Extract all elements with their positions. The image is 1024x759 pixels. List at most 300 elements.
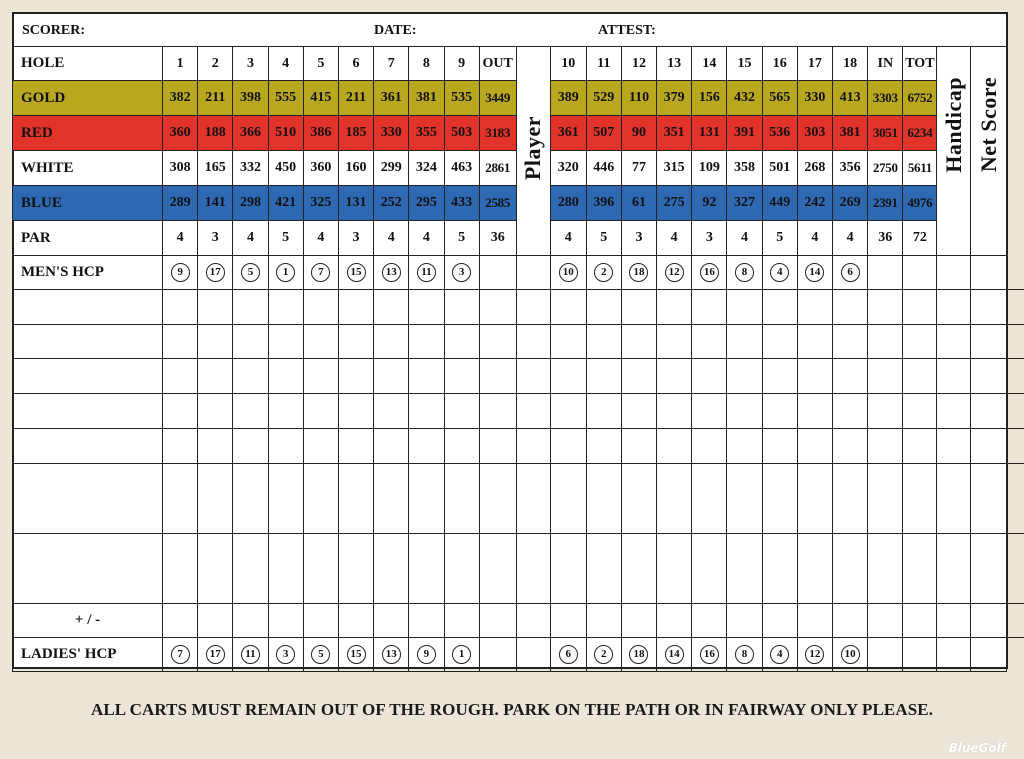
tee-name: WHITE: [13, 151, 163, 186]
score-cell[interactable]: [971, 604, 1007, 638]
player-name-cell[interactable]: [13, 534, 163, 604]
score-cell[interactable]: [937, 464, 971, 534]
score-cell[interactable]: [833, 325, 868, 359]
score-cell[interactable]: [971, 464, 1007, 534]
score-cell[interactable]: [833, 359, 868, 394]
score-cell[interactable]: [516, 534, 550, 604]
score-cell[interactable]: [479, 290, 516, 325]
score-cell[interactable]: [797, 290, 832, 325]
score-cell[interactable]: [374, 325, 409, 359]
score-cell[interactable]: [1007, 290, 1024, 325]
score-cell[interactable]: [903, 290, 937, 325]
yardage-cell: 413: [833, 81, 868, 116]
score-cell[interactable]: [657, 359, 692, 394]
yardage-cell: 360: [163, 116, 198, 151]
score-cell[interactable]: [516, 464, 550, 534]
par-total: 72: [903, 221, 937, 256]
score-cell[interactable]: [479, 464, 516, 534]
score-cell[interactable]: [657, 534, 692, 604]
hole-number: 18: [833, 47, 868, 81]
score-cell[interactable]: [657, 604, 692, 638]
score-cell[interactable]: [374, 604, 409, 638]
par-out: 36: [479, 221, 516, 256]
score-cell[interactable]: [233, 359, 268, 394]
score-cell[interactable]: [444, 359, 479, 394]
score-cell[interactable]: [374, 429, 409, 464]
score-cell[interactable]: [479, 604, 516, 638]
total-yardage: 6752: [903, 81, 937, 116]
score-cell[interactable]: [444, 394, 479, 429]
score-cell[interactable]: [621, 604, 656, 638]
player-name-cell[interactable]: [13, 290, 163, 325]
score-cell[interactable]: [444, 325, 479, 359]
player-name-cell[interactable]: [13, 394, 163, 429]
score-cell[interactable]: [937, 359, 971, 394]
score-cell[interactable]: [409, 429, 444, 464]
yardage-cell: 320: [550, 151, 586, 186]
score-cell[interactable]: [657, 325, 692, 359]
hcp-circle: 11: [241, 645, 260, 664]
hole-number: 16: [762, 47, 797, 81]
score-cell[interactable]: [338, 464, 373, 534]
score-cell[interactable]: [550, 359, 586, 394]
hcp-circle: 10: [559, 263, 578, 282]
score-cell[interactable]: [303, 359, 338, 394]
score-cell[interactable]: [657, 464, 692, 534]
score-cell[interactable]: [233, 604, 268, 638]
player-cell[interactable]: [516, 256, 550, 290]
score-cell[interactable]: [303, 290, 338, 325]
score-cell[interactable]: [937, 290, 971, 325]
score-cell[interactable]: [727, 534, 762, 604]
score-cell[interactable]: [937, 604, 971, 638]
hcp-circle: 9: [417, 645, 436, 664]
par-cell: 4: [409, 221, 444, 256]
hcp-circle: 4: [770, 263, 789, 282]
score-cell[interactable]: [657, 290, 692, 325]
score-cell[interactable]: [621, 359, 656, 394]
score-cell[interactable]: [586, 464, 621, 534]
score-cell[interactable]: [163, 534, 198, 604]
score-cell[interactable]: [550, 464, 586, 534]
hcp-cell: [797, 256, 832, 290]
hcp-circle: 9: [171, 263, 190, 282]
score-cell[interactable]: [937, 394, 971, 429]
player-name-cell[interactable]: [13, 325, 163, 359]
score-cell[interactable]: [621, 394, 656, 429]
par-cell: 4: [303, 221, 338, 256]
score-cell[interactable]: [586, 359, 621, 394]
player-label: Player: [520, 116, 546, 181]
yardage-cell: 565: [762, 81, 797, 116]
score-cell[interactable]: [903, 429, 937, 464]
score-cell[interactable]: [621, 534, 656, 604]
score-cell[interactable]: [338, 290, 373, 325]
score-cell[interactable]: [762, 290, 797, 325]
score-cell[interactable]: [903, 604, 937, 638]
score-cell[interactable]: [833, 464, 868, 534]
hcp-circle: 12: [665, 263, 684, 282]
tot-label: TOT: [903, 47, 937, 81]
score-cell[interactable]: [727, 359, 762, 394]
score-cell[interactable]: [797, 534, 832, 604]
score-cell[interactable]: [374, 290, 409, 325]
score-cell[interactable]: [621, 290, 656, 325]
score-cell[interactable]: [338, 604, 373, 638]
yardage-cell: 275: [657, 186, 692, 221]
score-cell[interactable]: [550, 325, 586, 359]
score-cell[interactable]: [833, 534, 868, 604]
score-cell[interactable]: [409, 534, 444, 604]
score-cell[interactable]: [198, 359, 233, 394]
score-cell[interactable]: [233, 394, 268, 429]
score-cell[interactable]: [479, 429, 516, 464]
score-cell[interactable]: [479, 394, 516, 429]
score-cell[interactable]: [1007, 604, 1024, 638]
hcp-cell: [233, 638, 268, 672]
score-cell[interactable]: [163, 394, 198, 429]
yardage-cell: 327: [727, 186, 762, 221]
score-cell[interactable]: [971, 359, 1007, 394]
score-cell[interactable]: [516, 325, 550, 359]
score-cell[interactable]: [586, 429, 621, 464]
yardage-cell: 450: [268, 151, 303, 186]
score-cell[interactable]: [233, 325, 268, 359]
in-label: IN: [868, 47, 903, 81]
score-cell[interactable]: [868, 429, 903, 464]
score-cell[interactable]: [233, 464, 268, 534]
score-cell[interactable]: [868, 394, 903, 429]
score-cell[interactable]: [727, 290, 762, 325]
score-cell[interactable]: [268, 604, 303, 638]
score-cell[interactable]: [374, 359, 409, 394]
score-cell[interactable]: [762, 325, 797, 359]
score-cell[interactable]: [762, 604, 797, 638]
score-cell[interactable]: [621, 325, 656, 359]
score-cell[interactable]: [303, 534, 338, 604]
hcp-cell: [233, 256, 268, 290]
score-cell[interactable]: [657, 429, 692, 464]
score-cell[interactable]: [1007, 429, 1024, 464]
player-name-cell[interactable]: [13, 464, 163, 534]
score-cell[interactable]: [868, 534, 903, 604]
score-cell[interactable]: [762, 534, 797, 604]
score-cell[interactable]: [163, 359, 198, 394]
mens-hcp-row-label: MEN'S HCP: [13, 256, 163, 290]
par-cell: 3: [338, 221, 373, 256]
score-cell[interactable]: [233, 429, 268, 464]
hcp-circle: 3: [276, 645, 295, 664]
score-cell[interactable]: [762, 429, 797, 464]
score-cell[interactable]: [903, 325, 937, 359]
score-cell[interactable]: [268, 359, 303, 394]
yardage-cell: 289: [163, 186, 198, 221]
score-cell[interactable]: [727, 464, 762, 534]
score-cell[interactable]: [409, 604, 444, 638]
hcp-cell: [268, 256, 303, 290]
yardage-cell: 160: [338, 151, 373, 186]
par-cell: 4: [374, 221, 409, 256]
score-cell[interactable]: [444, 464, 479, 534]
scorecard-grid: [12, 46, 1024, 672]
player-cell[interactable]: [516, 638, 550, 672]
yardage-cell: 366: [233, 116, 268, 151]
score-cell[interactable]: [479, 534, 516, 604]
score-cell[interactable]: [797, 325, 832, 359]
hcp-cell: [198, 638, 233, 672]
score-cell[interactable]: [762, 394, 797, 429]
score-cell[interactable]: [516, 604, 550, 638]
hcp-circle: 1: [276, 263, 295, 282]
score-cell[interactable]: [833, 290, 868, 325]
hcp-circle: 17: [206, 263, 225, 282]
score-cell[interactable]: [692, 359, 727, 394]
yardage-cell: 535: [444, 81, 479, 116]
score-cell[interactable]: [971, 534, 1007, 604]
yardage-cell: 77: [621, 151, 656, 186]
score-cell[interactable]: [621, 429, 656, 464]
hcp-circle: 1: [452, 645, 471, 664]
score-cell[interactable]: [833, 604, 868, 638]
scorecard: [12, 12, 1008, 669]
score-cell[interactable]: [233, 290, 268, 325]
hcp-cell: [409, 638, 444, 672]
score-cell[interactable]: [727, 325, 762, 359]
score-cell[interactable]: [692, 534, 727, 604]
score-cell[interactable]: [516, 429, 550, 464]
score-cell[interactable]: [971, 325, 1007, 359]
par-cell: 4: [233, 221, 268, 256]
score-cell[interactable]: [550, 394, 586, 429]
hole-number: 5: [303, 47, 338, 81]
hole-number: 1: [163, 47, 198, 81]
score-cell[interactable]: [971, 290, 1007, 325]
score-cell[interactable]: [903, 534, 937, 604]
handicap-column: [937, 47, 971, 256]
score-cell[interactable]: [444, 290, 479, 325]
score-cell[interactable]: [762, 359, 797, 394]
score-cell[interactable]: [233, 534, 268, 604]
score-cell[interactable]: [409, 290, 444, 325]
player-name-cell[interactable]: [13, 359, 163, 394]
par-cell: 5: [586, 221, 621, 256]
hcp-cell: [338, 256, 373, 290]
hcp-circle: 8: [735, 645, 754, 664]
score-cell[interactable]: [444, 429, 479, 464]
hole-row: [13, 47, 1024, 81]
score-cell[interactable]: [1007, 359, 1024, 394]
score-cell[interactable]: [409, 359, 444, 394]
score-cell[interactable]: [550, 290, 586, 325]
total-yardage: 5611: [903, 151, 937, 186]
score-cell[interactable]: [409, 394, 444, 429]
score-cell[interactable]: [1007, 534, 1024, 604]
yardage-cell: 110: [621, 81, 656, 116]
hcp-circle: 16: [700, 645, 719, 664]
hcp-cell: [198, 256, 233, 290]
score-cell[interactable]: [374, 394, 409, 429]
attest-label: ATTEST:: [598, 23, 656, 38]
yardage-cell: 501: [762, 151, 797, 186]
score-cell[interactable]: [303, 429, 338, 464]
score-cell[interactable]: [479, 359, 516, 394]
score-cell[interactable]: [338, 429, 373, 464]
score-cell[interactable]: [903, 394, 937, 429]
date-label: DATE:: [374, 23, 417, 38]
score-cell[interactable]: [268, 534, 303, 604]
score-cell[interactable]: [797, 604, 832, 638]
score-cell[interactable]: [198, 534, 233, 604]
score-cell[interactable]: [868, 359, 903, 394]
score-cell[interactable]: [198, 429, 233, 464]
score-cell[interactable]: [163, 429, 198, 464]
score-cell[interactable]: [586, 604, 621, 638]
score-cell[interactable]: [586, 290, 621, 325]
score-cell[interactable]: [797, 429, 832, 464]
score-cell[interactable]: [621, 464, 656, 534]
hole-number: 13: [657, 47, 692, 81]
hcp-cell: [374, 638, 409, 672]
score-cell[interactable]: [692, 429, 727, 464]
score-cell[interactable]: [303, 325, 338, 359]
score-cell[interactable]: [303, 394, 338, 429]
score-cell[interactable]: [516, 290, 550, 325]
hole-number: 2: [198, 47, 233, 81]
score-cell[interactable]: [657, 394, 692, 429]
score-cell[interactable]: [833, 394, 868, 429]
hcp-cell: [727, 638, 762, 672]
score-cell[interactable]: [586, 534, 621, 604]
score-cell[interactable]: [692, 464, 727, 534]
hcp-circle: 11: [417, 263, 436, 282]
yardage-cell: 324: [409, 151, 444, 186]
score-cell[interactable]: [762, 464, 797, 534]
score-cell[interactable]: [797, 359, 832, 394]
score-cell[interactable]: [516, 359, 550, 394]
par-cell: 5: [268, 221, 303, 256]
score-cell[interactable]: [937, 429, 971, 464]
score-cell[interactable]: [444, 534, 479, 604]
score-cell[interactable]: [903, 359, 937, 394]
score-cell[interactable]: [374, 464, 409, 534]
score-cell[interactable]: [937, 325, 971, 359]
score-cell[interactable]: [198, 604, 233, 638]
par-cell: 3: [198, 221, 233, 256]
score-cell[interactable]: [550, 429, 586, 464]
score-cell[interactable]: [692, 290, 727, 325]
yardage-cell: 536: [762, 116, 797, 151]
yardage-cell: 330: [797, 81, 832, 116]
score-cell[interactable]: [797, 464, 832, 534]
score-cell[interactable]: [479, 325, 516, 359]
player-name-cell[interactable]: [13, 429, 163, 464]
score-cell[interactable]: [338, 394, 373, 429]
score-cell[interactable]: [374, 534, 409, 604]
yardage-cell: 211: [338, 81, 373, 116]
score-cell[interactable]: [586, 325, 621, 359]
hole-number: 4: [268, 47, 303, 81]
score-cell[interactable]: [268, 290, 303, 325]
yardage-cell: 386: [303, 116, 338, 151]
score-cell[interactable]: [692, 325, 727, 359]
score-cell[interactable]: [550, 534, 586, 604]
yardage-cell: 463: [444, 151, 479, 186]
hcp-circle: 3: [452, 263, 471, 282]
hole-label: HOLE: [13, 47, 163, 81]
score-cell[interactable]: [268, 464, 303, 534]
score-cell[interactable]: [198, 464, 233, 534]
score-cell[interactable]: [727, 394, 762, 429]
score-cell[interactable]: [1007, 394, 1024, 429]
score-cell[interactable]: [937, 534, 971, 604]
score-cell[interactable]: [550, 604, 586, 638]
score-cell[interactable]: [1007, 464, 1024, 534]
score-cell[interactable]: [727, 604, 762, 638]
score-cell[interactable]: [868, 325, 903, 359]
score-cell[interactable]: [692, 604, 727, 638]
score-cell[interactable]: [868, 290, 903, 325]
handicap-label: Handicap: [940, 77, 966, 173]
score-cell[interactable]: [444, 604, 479, 638]
hcp-cell: [762, 256, 797, 290]
score-cell[interactable]: [163, 325, 198, 359]
score-cell[interactable]: [303, 604, 338, 638]
score-cell[interactable]: [833, 429, 868, 464]
score-cell[interactable]: [409, 464, 444, 534]
score-cell[interactable]: [903, 464, 937, 534]
score-cell[interactable]: [586, 394, 621, 429]
score-cell[interactable]: [727, 429, 762, 464]
score-cell[interactable]: [971, 394, 1007, 429]
score-cell[interactable]: [163, 290, 198, 325]
hcp-cell: [338, 638, 373, 672]
out-yardage: 2585: [479, 186, 516, 221]
score-cell[interactable]: [198, 290, 233, 325]
score-cell[interactable]: [409, 325, 444, 359]
score-cell[interactable]: [338, 359, 373, 394]
score-cell[interactable]: [268, 325, 303, 359]
yardage-cell: 242: [797, 186, 832, 221]
score-cell[interactable]: [303, 464, 338, 534]
score-cell[interactable]: [163, 464, 198, 534]
hcp-circle: 12: [805, 645, 824, 664]
score-cell[interactable]: [1007, 325, 1024, 359]
score-cell[interactable]: [971, 429, 1007, 464]
score-cell[interactable]: [692, 394, 727, 429]
yardage-cell: 449: [762, 186, 797, 221]
yardage-cell: 503: [444, 116, 479, 151]
yardage-cell: 415: [303, 81, 338, 116]
hcp-cell: [657, 256, 692, 290]
score-cell[interactable]: [868, 464, 903, 534]
score-cell[interactable]: [338, 534, 373, 604]
score-cell[interactable]: [268, 394, 303, 429]
hole-number: 7: [374, 47, 409, 81]
player-score-row: [13, 325, 1024, 359]
score-cell[interactable]: [163, 604, 198, 638]
par-cell: 5: [762, 221, 797, 256]
score-cell[interactable]: [516, 394, 550, 429]
yardage-cell: 355: [409, 116, 444, 151]
score-cell[interactable]: [868, 604, 903, 638]
score-cell[interactable]: [198, 394, 233, 429]
score-cell[interactable]: [797, 394, 832, 429]
score-cell[interactable]: [198, 325, 233, 359]
hcp-cell: [586, 256, 621, 290]
hcp-cell: [550, 638, 586, 672]
score-cell[interactable]: [268, 429, 303, 464]
score-cell[interactable]: [338, 325, 373, 359]
